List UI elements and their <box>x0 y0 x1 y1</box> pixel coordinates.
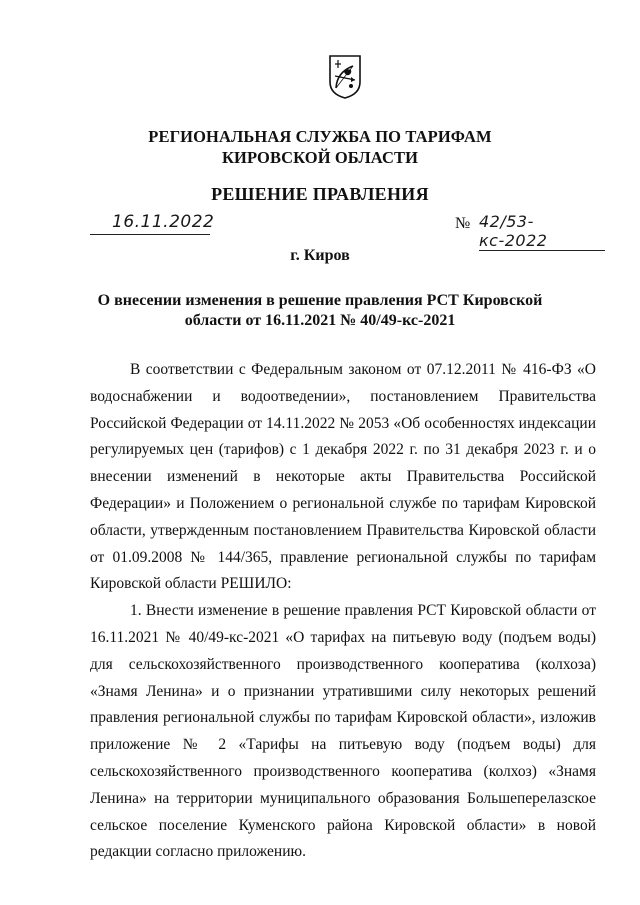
body-paragraph-preamble: В соответствии с Федеральным законом от 07.12.2011 № 416-ФЗ «О водоснабжении и водоотведении», постановлением Правительства Российской Федерации от 14.11.2022 № 2053 «Об особенностях индексации регулируемых цен (тарифов) с 1 декабря 2022 г. по 31 декабря 2023 г. и о внесении изменений в некоторые акты Правительства Российской Федерации» и Положением о региональной службе по тарифам Кировской области, утвержденным постановлением Правительства Кировской области от 01.09.2008 № 144/365, правление региональной службы по тарифам Кировской области РЕШИЛО: <box>90 361 596 593</box>
subject-line1: О внесении изменения в решение правления РСТ Кировской <box>97 292 543 309</box>
org-title-line1: РЕГИОНАЛЬНАЯ СЛУЖБА ПО ТАРИФАМ <box>148 127 492 146</box>
number-sign: № <box>455 215 471 232</box>
document-subject <box>0 291 640 331</box>
kirov-coat-of-arms-icon <box>327 54 363 100</box>
body-paragraph-item-1: 1. Внести изменение в решение правления РСТ Кировской области от 16.11.2021 № 40/49-кс-2021 «О тарифах на питьевую воду (подъем воды) для сельскохозяйственного производственного кооператива (колхоза) «Знамя Ленина» и о признании утратившими силу некоторых решений правления региональной службы по тарифам Кировской области», изложив приложение № 2 «Тарифы на питьевую воду (подъем воды) для сельскохозяйственного производственного кооператива (колхоз) «Знамя Ленина» на территории муниципального образования Большеперелазское сельское поселение Куменского района Кировской области» в новой редакции согласно приложению. <box>90 602 596 861</box>
decision-title: РЕШЕНИЕ ПРАВЛЕНИЯ <box>211 184 429 204</box>
org-title-line2: КИРОВСКОЙ ОБЛАСТИ <box>221 148 419 167</box>
document-body <box>90 357 596 866</box>
decision-date: 16.11.2022 <box>112 212 215 232</box>
city: г. Киров <box>290 247 350 264</box>
subject-line2: области от 16.11.2021 № 40/49-кс-2021 <box>184 312 456 329</box>
organization-title <box>0 126 640 168</box>
decision-number: 42/53-кс-2022 <box>479 212 605 251</box>
decision-date-field <box>90 212 215 235</box>
decision-number-field <box>455 212 605 250</box>
